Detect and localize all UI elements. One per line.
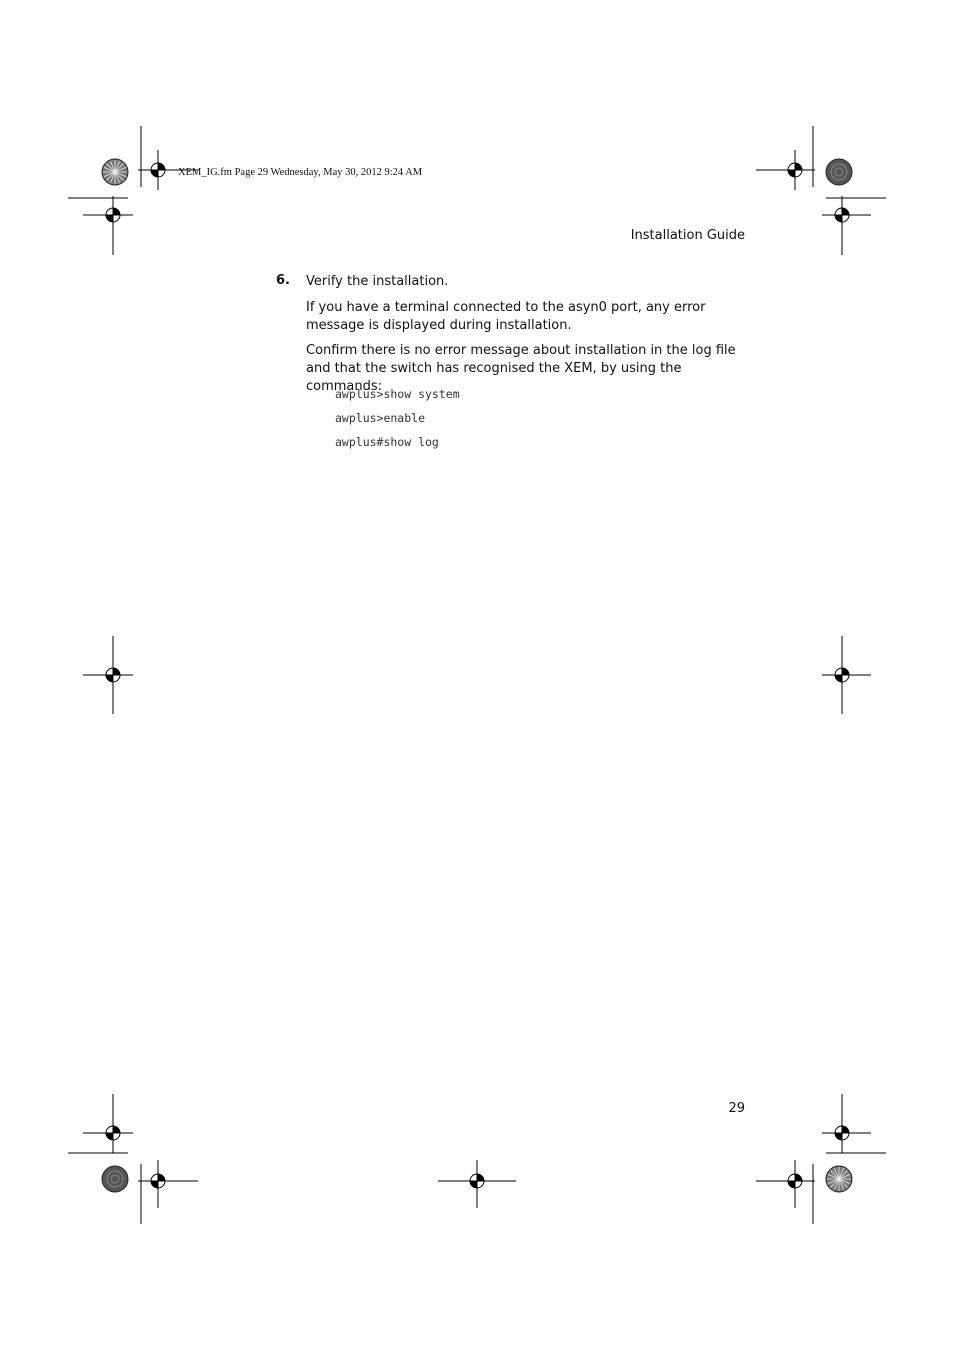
running-header-title: Installation Guide: [630, 228, 745, 243]
command-line: awplus>show system: [335, 387, 460, 401]
command-line: awplus#show log: [335, 435, 439, 449]
step-paragraph: If you have a terminal connected to the asyn0 port, any error message is displayed during installation.: [306, 300, 706, 333]
page-number: 29: [728, 1101, 745, 1116]
command-line: awplus>enable: [335, 411, 426, 425]
step-number: 6.: [276, 273, 290, 288]
print-slug: XEM_IG.fm Page 29 Wednesday, May 30, 2012 9:24 AM: [178, 167, 423, 178]
step-title: Verify the installation.: [306, 274, 449, 289]
step-paragraph: Confirm there is no error message about installation in the log file and that the switch has recognised the XEM, by using the commands:: [306, 343, 736, 394]
